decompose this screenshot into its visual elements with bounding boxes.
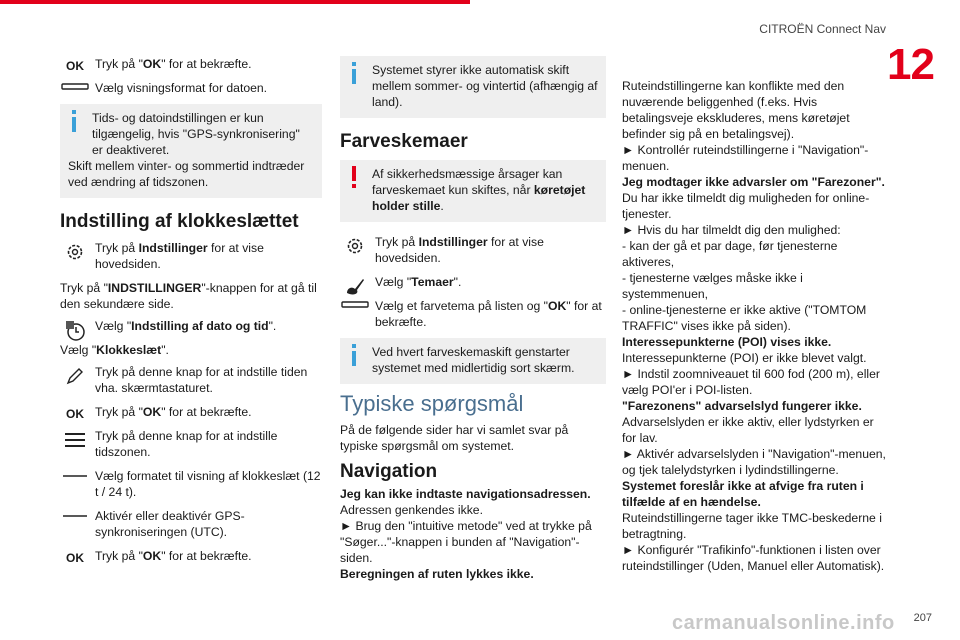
format-bar-icon (340, 300, 370, 310)
step-text: " for at bekræfte. (161, 405, 252, 419)
step-text: Vælg et farvetema på listen og " (375, 299, 549, 313)
step-text: Aktivér eller deaktivér GPS-synkroniseringen (UTC). (95, 509, 245, 539)
step-text: " for at bekræfte. (161, 549, 252, 563)
step-text: ". (268, 319, 277, 333)
note-text: Ved hvert farveskemaskift genstarter systemet med midlertidig sort skærm. (372, 345, 575, 375)
column-3 (622, 78, 888, 574)
date-format-step (60, 80, 322, 96)
paragraph: ► Hvis du har tilmeldt dig den mulighed: (622, 223, 841, 237)
warning-note (340, 160, 606, 222)
ok-step-3 (60, 548, 322, 564)
paragraph: Du har ikke tilmeldt dig muligheden for online-tjenester. (622, 191, 870, 221)
step-bold: OK (142, 549, 162, 563)
text: Af sikkerhedsmæssige årsager kan farveskemaet kun skiftes, når (372, 167, 563, 197)
step-bold: OK (548, 299, 567, 313)
info-icon (68, 110, 80, 136)
ok-step-2 (60, 404, 322, 420)
text-bold: INDSTILLINGER (107, 281, 202, 295)
paragraph: - kan der gå et par dage, før tjenesterne aktiveres, (622, 239, 838, 269)
list-step (340, 298, 606, 330)
step-text: Tryk på denne knap for at indstille tiden vha. skærmtastaturet. (95, 365, 308, 395)
step-text: Vælg " (95, 319, 132, 333)
keyboard-step (60, 364, 322, 396)
date-time-step (60, 318, 322, 334)
note-text (348, 166, 598, 214)
paragraph: Ruteindstillingerne kan konflikte med den nuværende beliggenhed (f.eks. Hvis betalingsveje ekskluderes, mens køretøjet befinder sig på en betalingsvej). (622, 79, 850, 141)
step-bold: Temaer (411, 275, 454, 289)
step-text: Tryk på (375, 235, 419, 249)
header-title: CITROËN Connect Nav (759, 22, 886, 36)
column-2 (340, 56, 606, 582)
clock-icon (60, 320, 90, 342)
text: Vælg " (60, 343, 97, 357)
question: Interessepunkterne (POI) vises ikke. (622, 335, 832, 349)
timezone-step (60, 428, 322, 460)
question: Jeg kan ikke indtaste navigationsadressen. (340, 487, 591, 501)
paragraph: ► Kontrollér ruteindstillingerne i "Navigation"-menuen. (622, 143, 869, 173)
step-text: Vælg " (375, 275, 412, 289)
info-icon (348, 344, 360, 370)
gear-icon (60, 242, 90, 262)
toggle-icon (60, 510, 90, 520)
ok-button-icon: OK (66, 407, 84, 421)
step-text: for at vise hovedsiden. (95, 241, 264, 271)
text-bold: køretøjet holder stille (372, 183, 586, 213)
column-1 (60, 56, 322, 572)
step-text: ". (453, 275, 462, 289)
intro-paragraph: På de følgende sider har vi samlet svar på typiske spørgsmål om systemet. (340, 423, 569, 453)
themes-step (340, 274, 606, 290)
step-text: Tryk på " (95, 549, 143, 563)
info-icon (348, 62, 360, 88)
ok-button-icon: OK (66, 59, 84, 73)
step-text: Tryk på " (95, 405, 143, 419)
answer: ► Brug den "intuitive metode" ved at trykke på "Søger..."-knappen i bunden af "Navigation"-siden. (340, 519, 592, 565)
paragraph: - tjenesterne vælges måske ikke i systemmenuen, (622, 271, 803, 301)
paragraph: ► Konfigurér "Trafikinfo"-funktionen i listen over ruteindstillinger (Uden, Manuel eller Automatisk). (622, 543, 885, 573)
chapter-number: 12 (887, 40, 934, 89)
info-note-gps (60, 104, 322, 198)
page-number: 207 (913, 612, 932, 624)
format-12-24-step (60, 468, 322, 500)
watermark: carmanualsonline.info (672, 612, 895, 634)
ok-step-1 (60, 56, 322, 72)
info-note-restart (340, 338, 606, 384)
ok-button-icon: OK (66, 551, 84, 565)
step-text: " for at bekræfte. (375, 299, 602, 329)
paragraph: Ruteindstillingerne tager ikke TMC-beskederne i betragtning. (622, 511, 882, 541)
step-text: Vælg visningsformat for datoen. (95, 81, 268, 95)
settings-step (340, 234, 606, 266)
step-text: " for at bekræfte. (161, 57, 252, 71)
step-text: Tryk på denne knap for at indstille tidszonen. (95, 429, 278, 459)
note-text: Tids- og datoindstillingen er kun tilgængelig, hvis "GPS-synkronisering" er deaktiveret. (92, 111, 300, 157)
text: Tryk på " (60, 281, 108, 295)
step-bold: OK (142, 405, 162, 419)
text-bold: Klokkeslæt (96, 343, 162, 357)
note-text: Systemet styrer ikke automatisk skift mellem sommer- og vintertid (afhængig af land). (372, 63, 598, 109)
question: "Farezonens" advarselslyd fungerer ikke. (622, 399, 862, 413)
answer: Adressen genkendes ikke. (340, 503, 483, 517)
paragraph: Interessepunkterne (POI) er ikke blevet valgt. (622, 351, 867, 365)
step-text: Tryk på (95, 241, 139, 255)
question: Jeg modtager ikke advarsler om "Farezoner". (622, 175, 885, 189)
info-note-dst (340, 56, 606, 118)
paint-brush-icon (340, 276, 370, 296)
question: Beregningen af ruten lykkes ikke. (340, 567, 534, 581)
gear-icon (340, 236, 370, 256)
section-heading-navigation: Navigation (340, 461, 438, 482)
gps-sync-step (60, 508, 322, 540)
warning-icon (348, 166, 360, 192)
section-heading-faq: Typiske spørgsmål (340, 391, 524, 416)
paragraph: - online-tjenesterne er ikke aktive ("TOMTOM TRAFFIC" vises ikke på siden). (622, 303, 867, 333)
question: Systemet foreslår ikke at afvige fra ruten i tilfælde af en hændelse. (622, 479, 864, 509)
step-text: Tryk på " (95, 57, 143, 71)
text: . (440, 199, 444, 213)
paragraph: ► Aktivér advarselslyden i "Navigation"-menuen, og tjek talelydstyrken i lydindstillingerne. (622, 447, 886, 477)
top-accent-bar (0, 0, 470, 4)
step-bold: Indstillinger (138, 241, 208, 255)
step-bold: Indstillinger (418, 235, 488, 249)
step-text: Vælg formatet til visning af klokkeslæt (12 t / 24 t). (95, 469, 321, 499)
paragraph (60, 342, 322, 358)
text: ". (161, 343, 169, 357)
paragraph (60, 280, 322, 312)
format-bar-icon (60, 82, 90, 92)
step-bold: Indstilling af dato og tid (131, 319, 269, 333)
paragraph: ► Indstil zoomniveauet til 600 fod (200 m), eller vælg POI'er i POI-listen. (622, 367, 880, 397)
paragraph: Advarselslyden er ikke aktiv, eller lydstyrken er for lav. (622, 415, 874, 445)
text: "-knappen for at gå til den sekundære side. (60, 281, 317, 311)
step-text: for at vise hovedsiden. (375, 235, 544, 265)
settings-step (60, 240, 322, 272)
toggle-icon (60, 470, 90, 480)
pencil-icon (60, 366, 90, 386)
note-text: Skift mellem vinter- og sommertid indtræder ved ændring af tidszonen. (68, 159, 305, 189)
section-heading-clock: Indstilling af klokkeslættet (60, 211, 299, 232)
section-heading-colors: Farveskemaer (340, 131, 468, 152)
list-icon (60, 430, 90, 450)
step-bold: OK (142, 57, 162, 71)
